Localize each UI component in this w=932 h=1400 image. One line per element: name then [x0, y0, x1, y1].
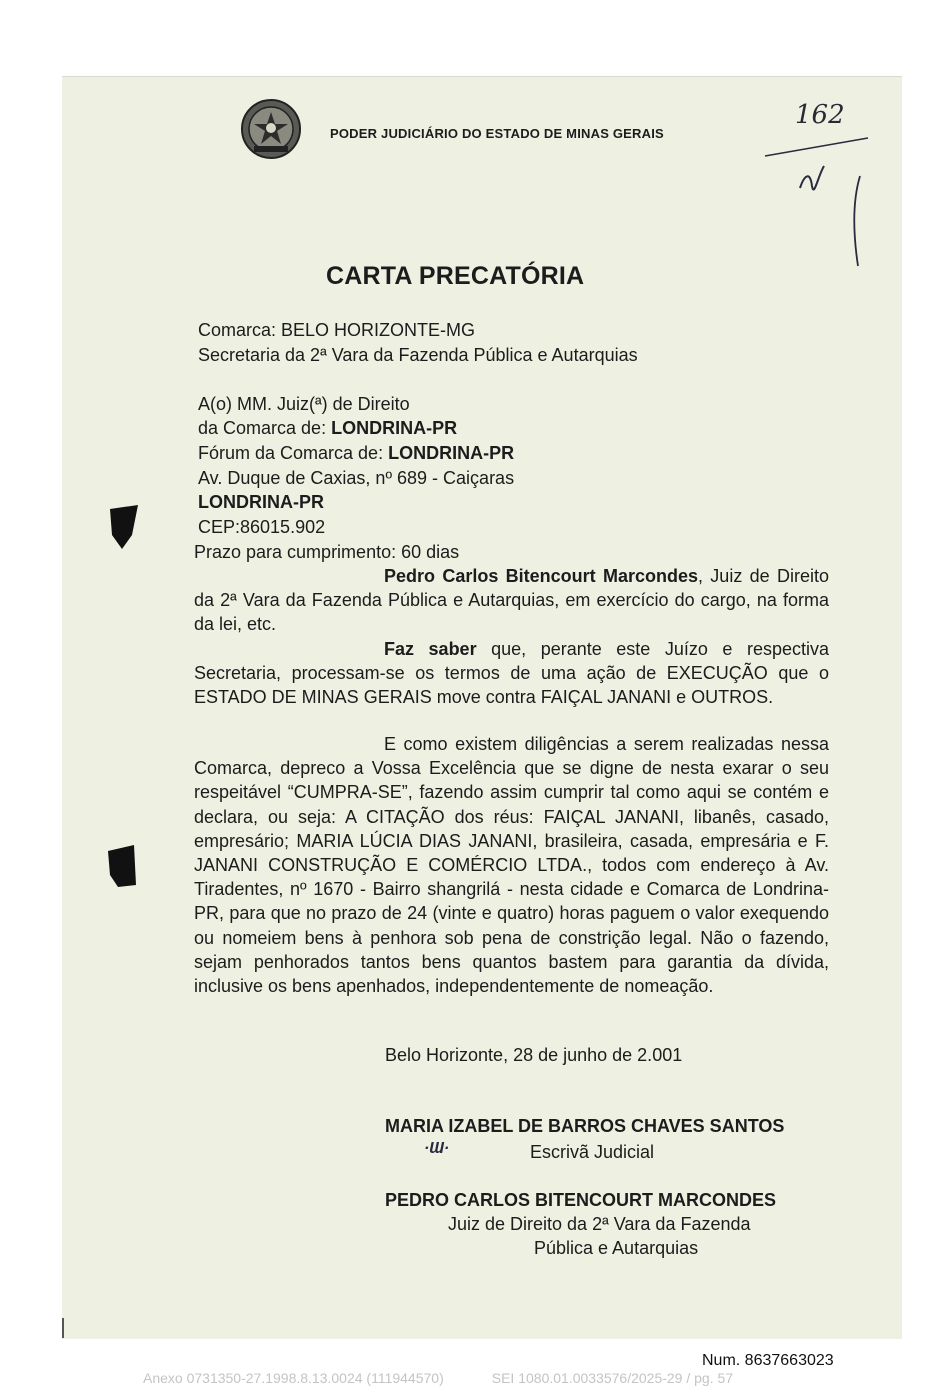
- handwritten-rubric-mark: [760, 126, 870, 271]
- coat-of-arms-icon: [240, 98, 302, 160]
- recipient-judge: A(o) MM. Juiz(ª) de Direito: [198, 394, 410, 414]
- signer-clerk-name: MARIA IZABEL DE BARROS CHAVES SANTOS: [385, 1116, 785, 1136]
- deadline-line: Prazo para cumprimento: 60 dias: [194, 542, 460, 562]
- recipient-address: Av. Duque de Caxias, nº 689 - Caiçaras: [198, 468, 515, 488]
- footer-metadata: [143, 1370, 733, 1386]
- paper-edge-mark: [62, 1318, 64, 1338]
- handwritten-page-number: 162: [795, 100, 845, 130]
- court-header: PODER JUDICIÁRIO DO ESTADO DE MINAS GERAIS: [330, 126, 664, 141]
- recipient-cep: CEP:86015.902: [198, 517, 326, 537]
- paragraph-judge-intro: Pedro Carlos Bitencourt Marcondes, Juiz de Direito da 2ª Vara da Fazenda Pública e Autarquias, em exercício do cargo, na forma da lei, etc.: [194, 566, 829, 635]
- sei-reference: SEI 1080.01.0033576/2025-29 / pg. 57: [491, 1370, 734, 1386]
- paragraph-deprecation: E como existem diligências a serem realizadas nessa Comarca, depreco a Vossa Excelência que se digne de nesta exarar o seu respeitável “CUMPRA-SE”, fazendo assim cumprir tal como aqui se contém e declara, ou seja: A CITAÇÃO dos réus: FAIÇAL JANANI, libanês, casado, empresário; MARIA LÚCIA DIAS JANANI, brasileira, casada, empresária e F. JANANI CONSTRUÇÃO E COMÉRCIO LTDA., todos com endereço à Av. Tiradentes, nº 1670 - Bairro shangrilá - nesta cidade e Comarca de Londrina-PR, para que no prazo de 24 (vinte e quatro) horas paguem o valor exequendo ou nomeiem bens à penhora sob pena de constrição legal. Não o fazendo, sejam penhorados tantos bens quantos bastem para garantia da dívida, inclusive os bens apenhados, independentemente de nomeação.: [194, 734, 829, 997]
- recipient-city: LONDRINA-PR: [198, 492, 324, 512]
- signer-clerk-role: Escrivã Judicial: [530, 1142, 655, 1162]
- origin-secretaria: Secretaria da 2ª Vara da Fazenda Pública e Autarquias: [198, 345, 638, 365]
- punch-hole-mark: [108, 505, 142, 551]
- recipient-comarca: da Comarca de: LONDRINA-PR: [198, 418, 458, 438]
- document-number: Num. 8637663023: [702, 1352, 834, 1369]
- signer-judge-name: PEDRO CARLOS BITENCOURT MARCONDES: [385, 1190, 777, 1210]
- place-date: Belo Horizonte, 28 de junho de 2.001: [385, 1045, 683, 1065]
- signer-judge-role-line1: Juiz de Direito da 2ª Vara da Fazenda: [448, 1214, 751, 1234]
- origin-comarca: Comarca: BELO HORIZONTE-MG: [198, 320, 476, 340]
- recipient-forum: Fórum da Comarca de: LONDRINA-PR: [198, 443, 515, 463]
- initials-signature: ·Ɯ·: [424, 1140, 450, 1157]
- punch-hole-mark: [108, 845, 142, 891]
- signer-judge-role-line2: Pública e Autarquias: [534, 1238, 699, 1258]
- paragraph-faz-saber: Faz saber que, perante este Juízo e respectiva Secretaria, processam-se os termos de uma ação de EXECUÇÃO que o ESTADO DE MINAS GERAIS move contra FAIÇAL JANANI e OUTROS.: [194, 639, 829, 708]
- annex-reference: Anexo 0731350-27.1998.8.13.0024 (111944570): [143, 1370, 444, 1386]
